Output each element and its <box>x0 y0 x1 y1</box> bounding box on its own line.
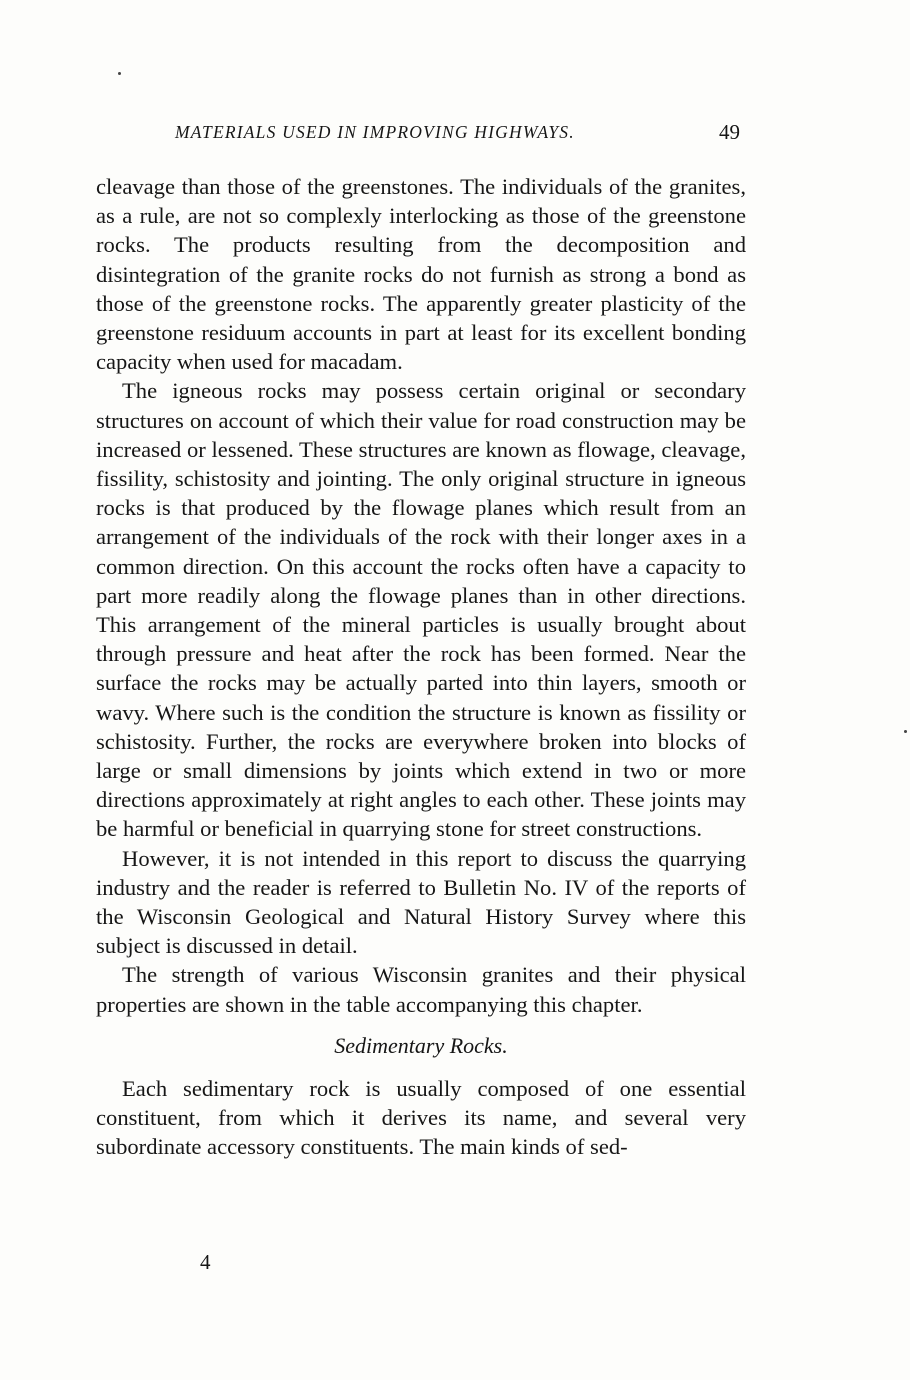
print-speck <box>904 730 907 733</box>
running-title: MATERIALS USED IN IMPROVING HIGHWAYS. <box>175 122 575 142</box>
paragraph-igneous-structures: The igneous rocks may possess certain original or secondary structures on account of which their value for road construction may be increased or lessened. These structures are known as flowage, cleavage, fissility, schistosity and jointing. The only original structure in igneous rocks is that produced by the flowage planes which result from an arrangement of the individuals of the rock with their longer axes in a common direction. On this account the rocks often have a capacity to part more readily along the flowage planes than in other directions. This arrangement of the mineral particles is usually brought about through pressure and heat after the rock has been formed. Near the surface the rocks may be actually parted into thin layers, smooth or wavy. Where such is the condition the structure is known as fissility or schistosity. Further, the rocks are everywhere broken into blocks of large or small dimensions by joints which extend in two or more directions approximately at right angles to each other. These joints may be harmful or beneficial in quarrying stone for street constructions. <box>96 378 746 842</box>
paragraph-granite-strength: The strength of various Wisconsin granites and their physical properties are shown in the table accompanying this chapter. <box>96 962 746 1017</box>
page-number: 49 <box>719 120 740 144</box>
paragraph-sedimentary: Each sedimentary rock is usually composed of one essential constituent, from which it derives its name, and several very subordinate accessory constituents. The main kinds of sed- <box>96 1075 746 1160</box>
print-speck <box>118 72 121 75</box>
running-head <box>175 122 740 150</box>
paragraph-continued: cleavage than those of the greenstones. The individuals of the granites, as a rule, are not so complexly interlocking as those of the greenstone rocks. The products resulting from the decomposition and disintegration of the granite rocks do not furnish as strong a bond as those of the greenstone rocks. The apparently greater plasticity of the greenstone residuum accounts in part at least for its excellent bonding capacity when used for macadam. <box>96 174 746 375</box>
paragraph-quarrying: However, it is not intended in this report to discuss the quarrying industry and the reader is referred to Bulletin No. IV of the reports of the Wisconsin Geological and Natural History Survey where this subject is discussed in detail. <box>96 845 746 959</box>
signature-mark: 4 <box>200 1250 211 1274</box>
body-text <box>96 172 746 1162</box>
section-heading: Sedimentary Rocks. <box>334 1032 508 1058</box>
